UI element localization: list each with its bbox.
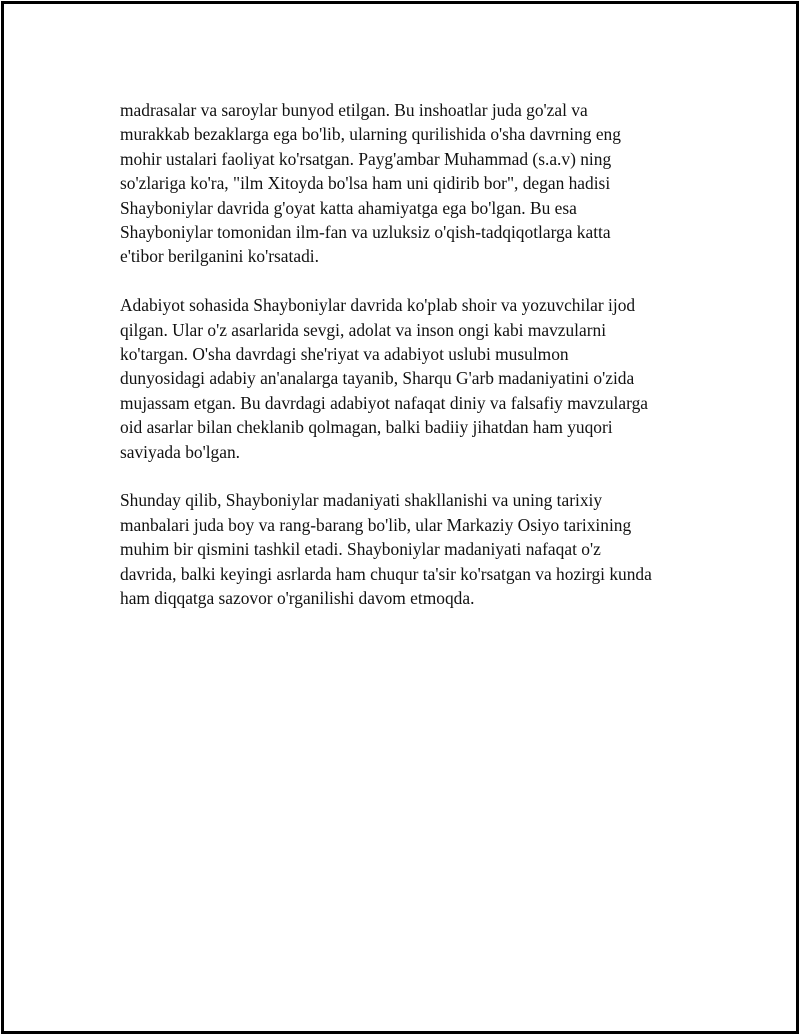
- paragraph-1: [120, 98, 692, 269]
- document-body: [120, 98, 692, 635]
- text-line: ko'targan. O'sha davrdagi she'riyat va adabiyot uslubi musulmon: [120, 344, 569, 365]
- text-line: Shunday qilib, Shayboniylar madaniyati shakllanishi va uning tarixiy: [120, 490, 603, 511]
- paragraph-2: [120, 293, 692, 464]
- text-line: e'tibor berilganini ko'rsatadi.: [120, 246, 319, 267]
- text-line: muhim bir qismini tashkil etadi. Shayboniylar madaniyati nafaqat o'z: [120, 539, 601, 560]
- text-line: murakkab bezaklarga ega bo'lib, ularning qurilishida o'sha davrning eng: [120, 124, 621, 145]
- page-frame: [1, 1, 799, 1034]
- text-line: davrida, balki keyingi asrlarda ham chuqur ta'sir ko'rsatgan va hozirgi kunda: [120, 563, 652, 584]
- paragraph-3: [120, 488, 692, 610]
- text-line: so'zlariga ko'ra, "ilm Xitoyda bo'lsa ham uni qidirib bor", degan hadisi: [120, 173, 611, 194]
- text-line: mujassam etgan. Bu davrdagi adabiyot nafaqat diniy va falsafiy mavzularga: [120, 392, 648, 413]
- text-line: Shayboniylar tomonidan ilm-fan va uzluksiz o'qish-tadqiqotlarga katta: [120, 222, 611, 243]
- text-line: madrasalar va saroylar bunyod etilgan. Bu inshoatlar juda go'zal va: [120, 100, 588, 120]
- text-line: manbalari juda boy va rang-barang bo'lib, ular Markaziy Osiyo tarixining: [120, 514, 632, 535]
- text-line: ham diqqatga sazovor o'rganilishi davom etmoqda.: [120, 588, 475, 609]
- text-line: qilgan. Ular o'z asarlarida sevgi, adolat va inson ongi kabi mavzularni: [120, 319, 607, 340]
- text-line: dunyosidagi adabiy an'analarga tayanib, Sharqu G'arb madaniyatini o'zida: [120, 368, 635, 389]
- text-line: oid asarlar bilan cheklanib qolmagan, balki badiiy jihatdan ham yuqori: [120, 417, 613, 438]
- text-line: Shayboniylar davrida g'oyat katta ahamiyatga ega bo'lgan. Bu esa: [120, 197, 577, 218]
- text-line: mohir ustalari faoliyat ko'rsatgan. Payg'ambar Muhammad (s.a.v) ning: [120, 148, 612, 169]
- text-line: saviyada bo'lgan.: [120, 441, 241, 462]
- text-line: Adabiyot sohasida Shayboniylar davrida ko'plab shoir va yozuvchilar ijod: [120, 295, 636, 316]
